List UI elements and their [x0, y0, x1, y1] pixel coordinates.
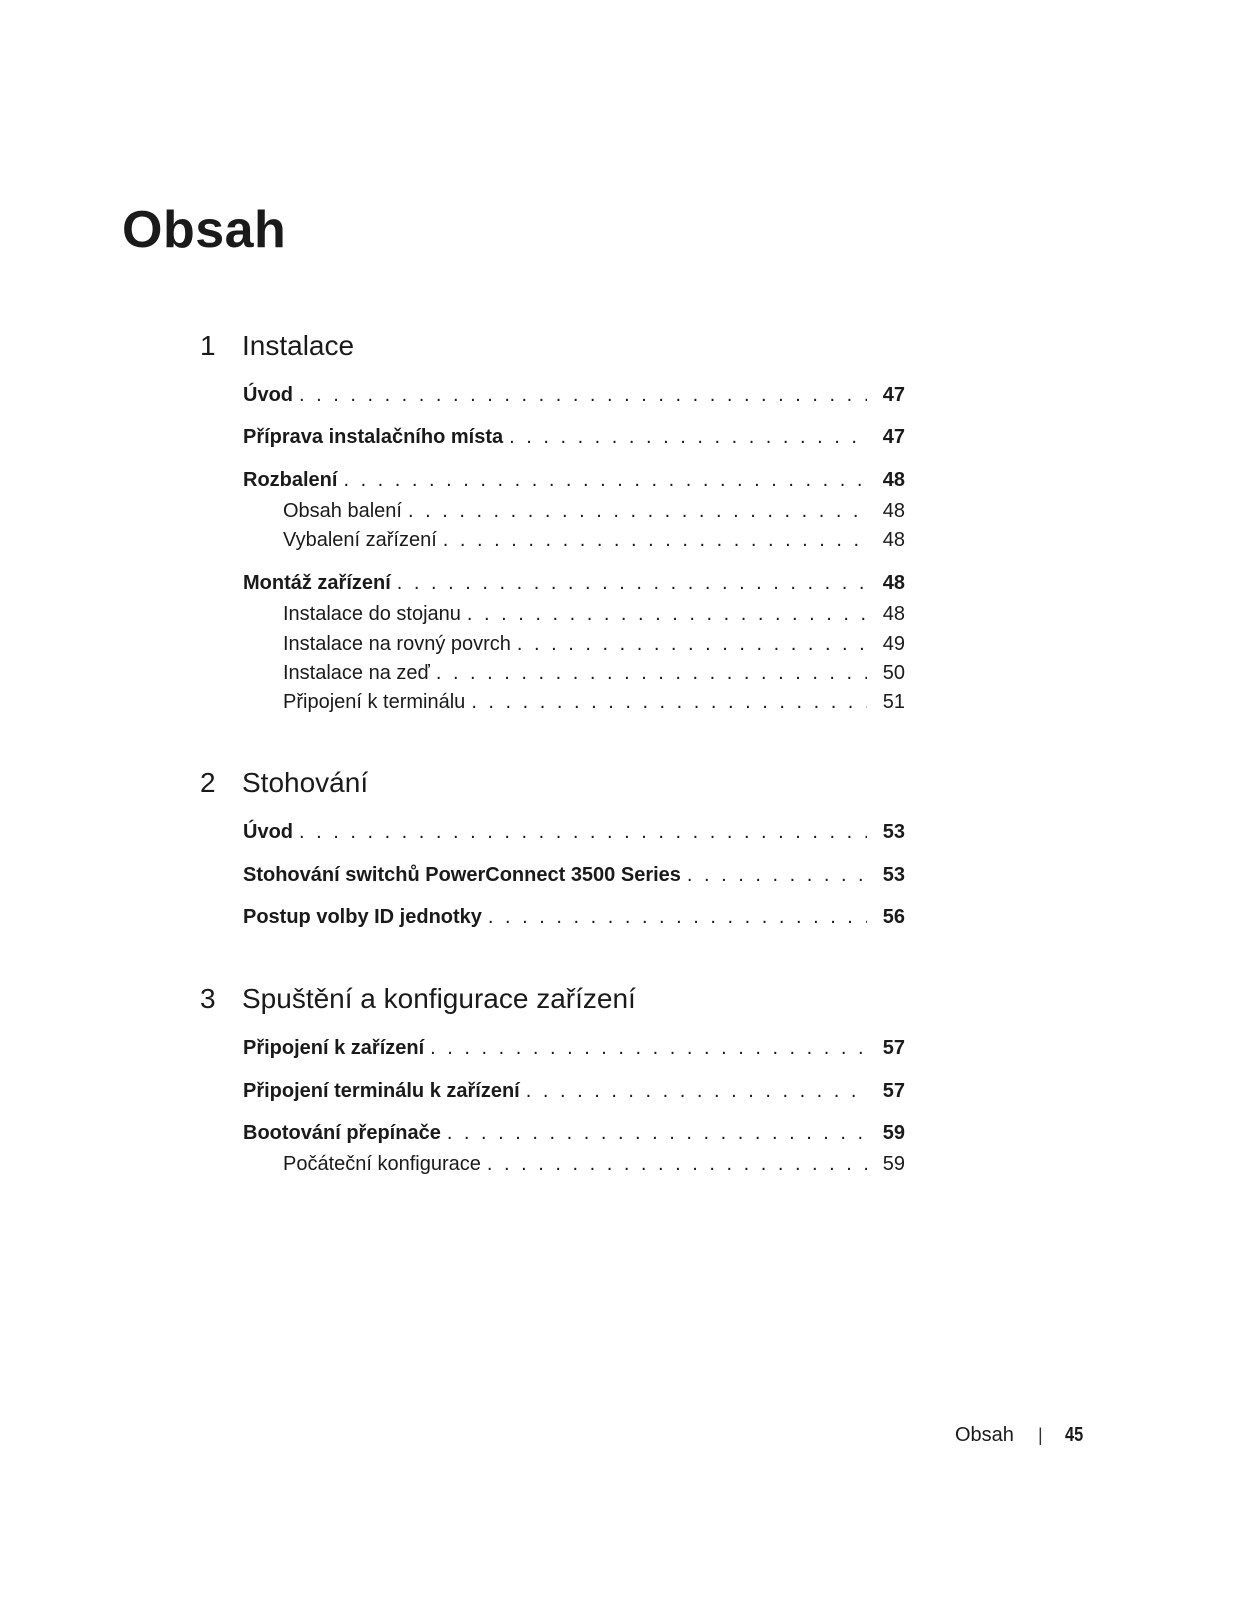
footer-separator: | — [1037, 1425, 1043, 1445]
toc-entry-label: Připojení terminálu k zařízení — [243, 1080, 520, 1102]
dot-leader — [299, 821, 867, 844]
toc-entry-label: Připojení k zařízení — [243, 1037, 425, 1059]
toc-entry-label: Postup volby ID jednotky — [243, 906, 482, 928]
toc-entry-page: 57 — [882, 1037, 905, 1059]
dot-leader — [488, 906, 867, 929]
toc-entry[interactable] — [243, 384, 905, 410]
toc-subentry[interactable] — [283, 500, 905, 526]
toc-entry-page: 59 — [882, 1122, 905, 1144]
dot-leader — [447, 1122, 867, 1145]
toc-subentry[interactable] — [283, 603, 905, 629]
toc-entry-page: 48 — [882, 572, 905, 594]
toc-entry-page: 57 — [882, 1080, 905, 1102]
toc-entry[interactable] — [243, 572, 905, 598]
toc-entry-page: 47 — [882, 426, 905, 448]
dot-leader — [443, 529, 867, 552]
chapter-heading — [200, 983, 636, 1015]
toc-entry-label: Úvod — [243, 384, 293, 406]
toc-subentry[interactable] — [283, 691, 905, 717]
toc-entry-label: Montáž zařízení — [243, 572, 391, 594]
toc-entry[interactable] — [243, 821, 905, 847]
toc-entry-page: 48 — [882, 500, 905, 522]
dot-leader — [687, 864, 867, 887]
toc-subentry[interactable] — [283, 1153, 905, 1179]
page-title: Obsah — [122, 201, 287, 259]
dot-leader — [430, 1037, 867, 1060]
toc-entry-label: Počáteční konfigurace — [283, 1153, 481, 1175]
toc-entry-page: 53 — [882, 821, 905, 843]
dot-leader — [526, 1080, 867, 1103]
dot-leader — [517, 633, 867, 656]
toc-entry-page: 56 — [882, 906, 905, 928]
toc-entry[interactable] — [243, 469, 905, 495]
toc-entry-label: Instalace na rovný povrch — [283, 633, 511, 655]
toc-entry-page: 50 — [882, 662, 905, 684]
dot-leader — [397, 572, 867, 595]
chapter-number: 3 — [200, 983, 216, 1014]
toc-entry-page: 53 — [882, 864, 905, 886]
dot-leader — [299, 384, 867, 407]
toc-entry-page: 51 — [882, 691, 905, 713]
toc-entry[interactable] — [243, 1037, 905, 1063]
toc-entry-page: 48 — [882, 603, 905, 625]
toc-entry-label: Vybalení zařízení — [283, 529, 437, 551]
toc-entry-label: Příprava instalačního místa — [243, 426, 504, 448]
toc-entry-label: Obsah balení — [283, 500, 402, 522]
chapter-number: 1 — [200, 330, 216, 361]
toc-entry-page: 48 — [882, 469, 905, 491]
toc-subentry[interactable] — [283, 662, 905, 688]
chapter-heading — [200, 767, 368, 799]
chapter-title: Stohování — [242, 767, 369, 798]
toc-entry[interactable] — [243, 426, 905, 452]
toc-entry[interactable] — [243, 906, 905, 932]
footer-page-number: 45 — [1064, 1424, 1083, 1446]
toc-entry[interactable] — [243, 864, 905, 890]
toc-entry-label: Instalace do stojanu — [283, 603, 461, 625]
toc-subentry[interactable] — [283, 633, 905, 659]
toc-entry-page: 48 — [882, 529, 905, 551]
toc-entry-label: Připojení k terminálu — [283, 691, 466, 713]
toc-entry-label: Rozbalení — [243, 469, 338, 491]
dot-leader — [509, 426, 867, 449]
dot-leader — [343, 469, 867, 492]
toc-subentry[interactable] — [283, 529, 905, 555]
dot-leader — [467, 603, 867, 626]
page-footer — [955, 1424, 1087, 1447]
toc-entry-label: Úvod — [243, 821, 293, 843]
toc-entry-label: Instalace na zeď — [283, 662, 430, 684]
dot-leader — [436, 662, 867, 685]
toc-entry[interactable] — [243, 1080, 905, 1106]
toc-entry-page: 49 — [882, 633, 905, 655]
chapter-title: Spuštění a konfigurace zařízení — [242, 983, 636, 1014]
chapter-title: Instalace — [242, 330, 355, 361]
toc-entry-page: 47 — [882, 384, 905, 406]
dot-leader — [487, 1153, 867, 1176]
toc-entry[interactable] — [243, 1122, 905, 1148]
dot-leader — [408, 500, 867, 523]
toc-entry-label: Stohování switchů PowerConnect 3500 Series — [243, 864, 681, 886]
toc-entry-label: Bootování přepínače — [243, 1122, 441, 1144]
chapter-heading — [200, 330, 354, 362]
chapter-number: 2 — [200, 767, 216, 798]
toc-entry-page: 59 — [882, 1153, 905, 1175]
dot-leader — [471, 691, 867, 714]
footer-section-name: Obsah — [955, 1424, 1014, 1446]
